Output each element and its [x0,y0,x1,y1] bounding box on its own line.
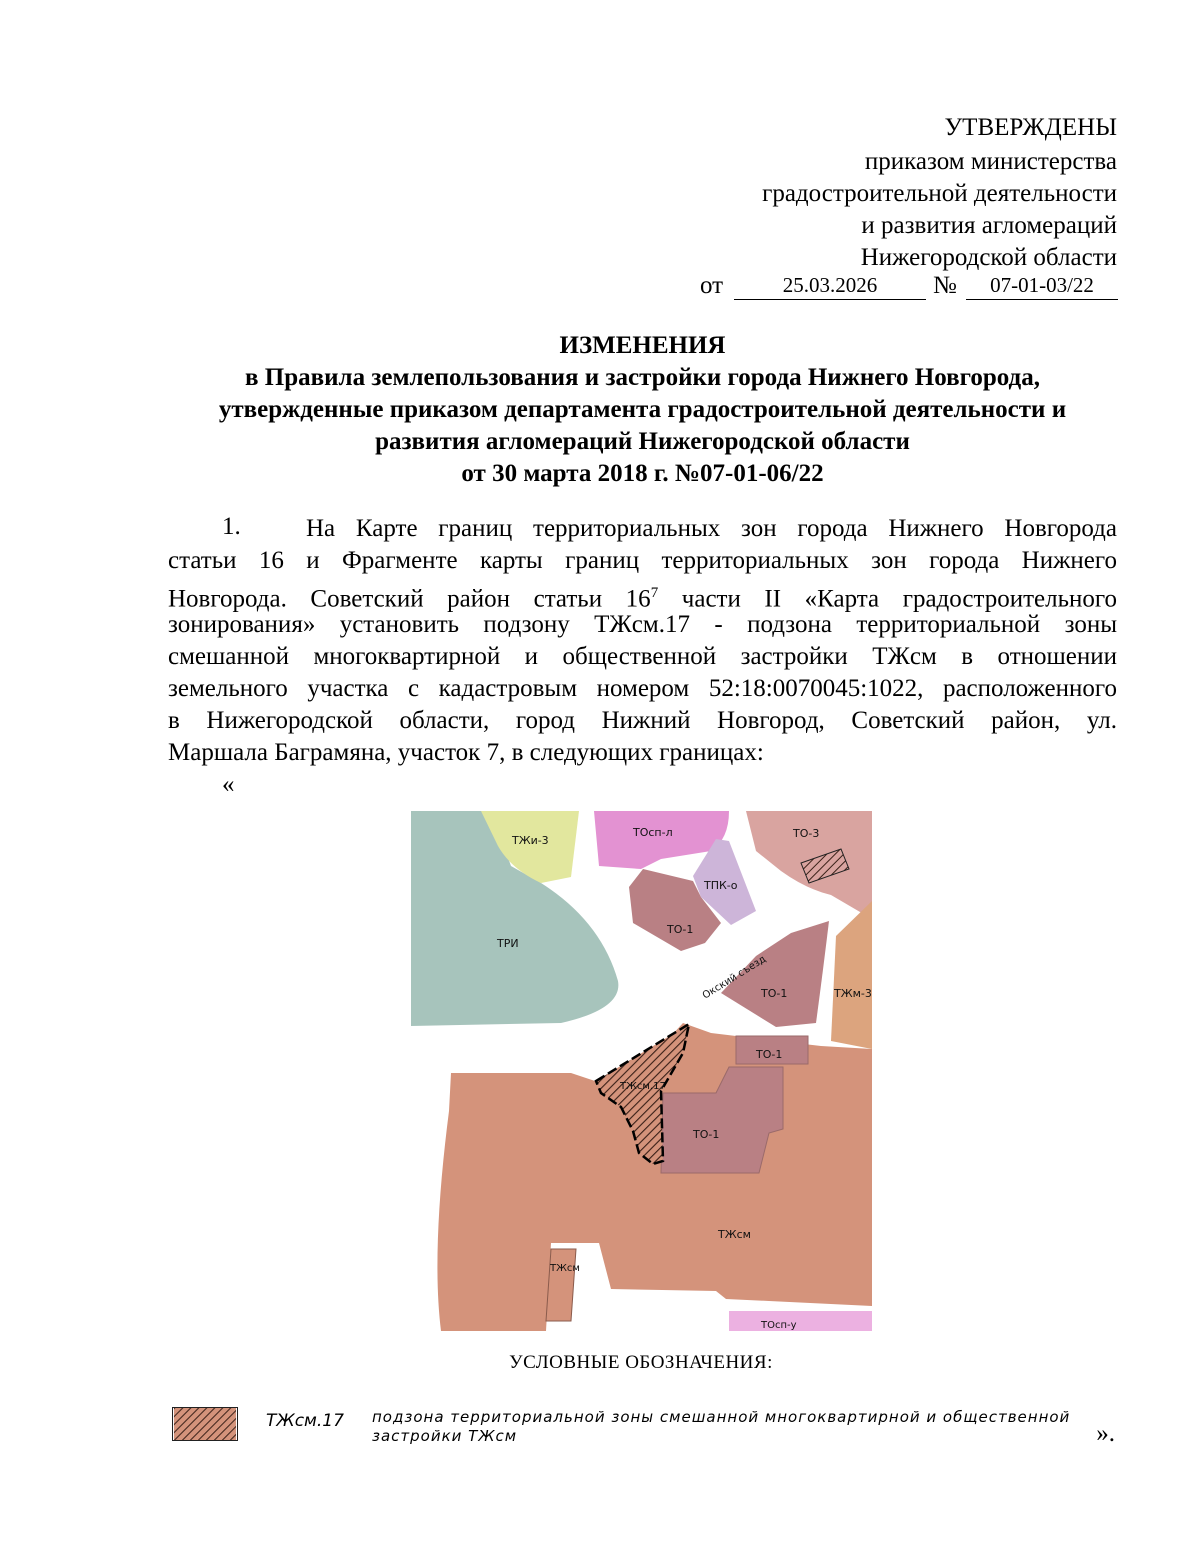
map-label-tzhsm17: ТЖсм.17 [620,1081,666,1092]
paragraph-line: Маршала Баграмяна, участок 7, в следующих границах: [168,739,764,766]
paragraph-line: статьи 16 и Фрагменте карты границ территориальных зон города Нижнего [168,547,1117,574]
paragraph-text: части II «Карта градостроительного [658,585,1117,613]
legend-description [372,1408,1112,1446]
legend-desc-line: подзона территориальной зоны смешанной многоквартирной и общественной [372,1408,1071,1426]
map-label-to1-d: ТО-1 [693,1128,720,1141]
title-line: утвержденные приказом департамента градостроительной деятельности и [218,396,1067,423]
approval-line: Нижегородской области [860,244,1117,271]
map-label-to1-b: ТО-1 [761,987,788,1000]
map-label-tzhm3: ТЖм-3 [834,987,872,1000]
approval-heading: УТВЕРЖДЕНЫ [944,114,1117,141]
paragraph-text: Новгорода. Советский район статьи 16 [168,585,651,613]
zone-tzhsm-small [546,1249,576,1321]
superscript: 7 [650,585,659,601]
approval-line: приказом министерства [864,148,1117,175]
paragraph-body [168,545,1117,769]
title-line: развития агломераций Нижегородской области [375,428,910,455]
map-label-tzhsm: ТЖсм [718,1228,751,1241]
paragraph-number: 1. [222,513,241,540]
legend-title: УСЛОВНЫЕ ОБОЗНАЧЕНИЯ: [509,1352,773,1373]
approval-line: градостроительной деятельности [762,180,1117,207]
map-label-tosp-l: ТОсп-л [633,826,673,839]
approval-date: 25.03.2026 [734,272,926,300]
approval-date-number [700,272,1118,302]
from-label: от [700,272,724,299]
legend-swatch [172,1407,238,1441]
paragraph-line: земельного участка с кадастровым номером 52:18:0070045:1022, расположенного [168,675,1117,702]
map-label-tzhsm-small: ТЖсм [550,1263,580,1274]
map-label-to1-c: ТО-1 [756,1048,783,1061]
number-label: № [933,272,957,299]
approval-line: и развития агломераций [861,212,1117,239]
paragraph-line [168,577,1117,613]
open-quote: « [222,771,235,798]
paragraph-line: смешанной многоквартирной и общественной застройки ТЖсм в отношении [168,643,1117,670]
zone-tosp-u [729,1311,872,1331]
paragraph-body [306,513,1117,545]
map-label-to3: ТО-3 [793,827,820,840]
map-label-street: Окский съезд [700,953,769,1002]
close-quote: ». [1096,1420,1115,1447]
map-label-tpk: ТПК-о [704,879,738,892]
legend-code: ТЖсм.17 [266,1411,344,1431]
document-title: ИЗМЕНЕНИЯ [559,332,726,359]
approval-number: 07-01-03/22 [966,272,1118,300]
title-line: от 30 марта 2018 г. №07-01-06/22 [461,460,824,487]
legend-desc-line: застройки ТЖсм [372,1427,518,1445]
paragraph-line: На Карте границ территориальных зон города Нижнего Новгорода [306,515,1117,542]
paragraph-line: зонирования» установить подзону ТЖсм.17 - подзона территориальной зоны [168,611,1117,638]
map-label-tzhi3: ТЖи-3 [512,834,549,847]
title-line: в Правила землепользования и застройки города Нижнего Новгорода, [245,364,1040,391]
map-label-tosp-u: ТОсп-у [761,1320,797,1331]
map-label-to1-a: ТО-1 [667,923,694,936]
zoning-map [411,811,872,1331]
map-label-tri: ТРИ [497,937,519,950]
paragraph-line: в Нижегородской области, город Нижний Новгород, Советский район, ул. [168,707,1117,734]
